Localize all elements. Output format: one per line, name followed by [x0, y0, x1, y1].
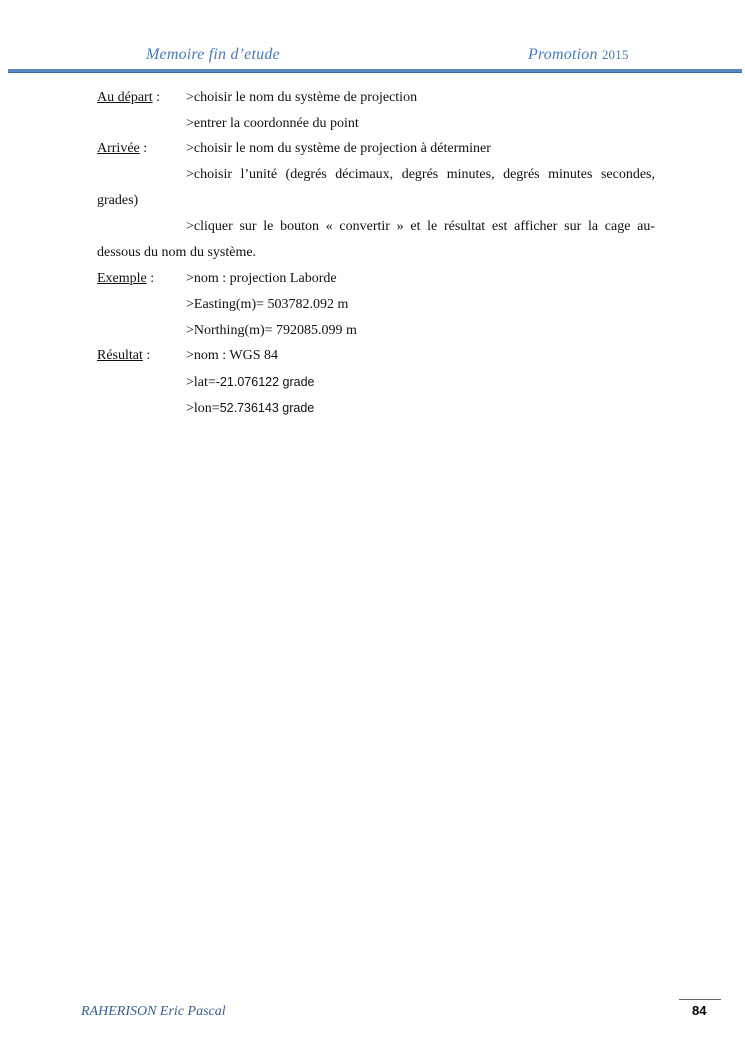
page-number: 84: [692, 1003, 707, 1018]
resultat-name: >nom : WGS 84: [186, 348, 279, 363]
header-right-title: [528, 46, 629, 64]
exemple-colon: :: [146, 271, 155, 286]
depart-label: [97, 89, 160, 107]
footer-author: RAHERISON Eric Pascal: [81, 1004, 226, 1019]
arrivee-colon: :: [139, 141, 148, 156]
header-year: 2015: [601, 47, 629, 62]
arrivee-step-3: >cliquer sur le bouton « convertir » et le résultat est afficher sur la cage au-: [186, 219, 655, 234]
arrivee-step-3-cont: dessous du nom du système.: [97, 245, 257, 260]
resultat-label-text: Résultat: [97, 348, 143, 363]
arrivee-label: [97, 140, 147, 158]
resultat-lon-prefix: >lon=: [186, 401, 220, 416]
arrivee-label-text: Arrivée: [97, 141, 140, 156]
resultat-lat: [186, 373, 315, 392]
header-divider: [8, 69, 742, 73]
resultat-colon: :: [142, 348, 151, 363]
arrivee-step-2-cont: grades): [97, 193, 139, 208]
resultat-lon-value: 52.736143 grade: [219, 401, 315, 415]
exemple-label: [97, 270, 154, 288]
exemple-label-text: Exemple: [97, 271, 147, 286]
footer-divider: [679, 999, 721, 1000]
depart-step-2: >entrer la coordonnée du point: [186, 116, 359, 131]
resultat-label: [97, 347, 150, 365]
header-left-title: Memoire fin d’etude: [146, 46, 280, 63]
depart-label-text: Au départ: [97, 90, 153, 105]
depart-colon: :: [152, 90, 160, 105]
resultat-lat-prefix: >lat=: [186, 375, 216, 390]
exemple-name: >nom : projection Laborde: [186, 271, 337, 286]
depart-step-1: >choisir le nom du système de projection: [186, 90, 418, 105]
exemple-easting: >Easting(m)= 503782.092 m: [186, 297, 349, 312]
resultat-lon: [186, 399, 314, 418]
exemple-northing: >Northing(m)= 792085.099 m: [186, 323, 357, 338]
resultat-lat-value: -21.076122 grade: [215, 375, 315, 389]
header-promotion-label: Promotion: [528, 46, 598, 63]
arrivee-step-2: >choisir l’unité (degrés décimaux, degrés minutes, degrés minutes secondes,: [186, 167, 655, 182]
arrivee-step-1: >choisir le nom du système de projection à déterminer: [186, 141, 491, 156]
